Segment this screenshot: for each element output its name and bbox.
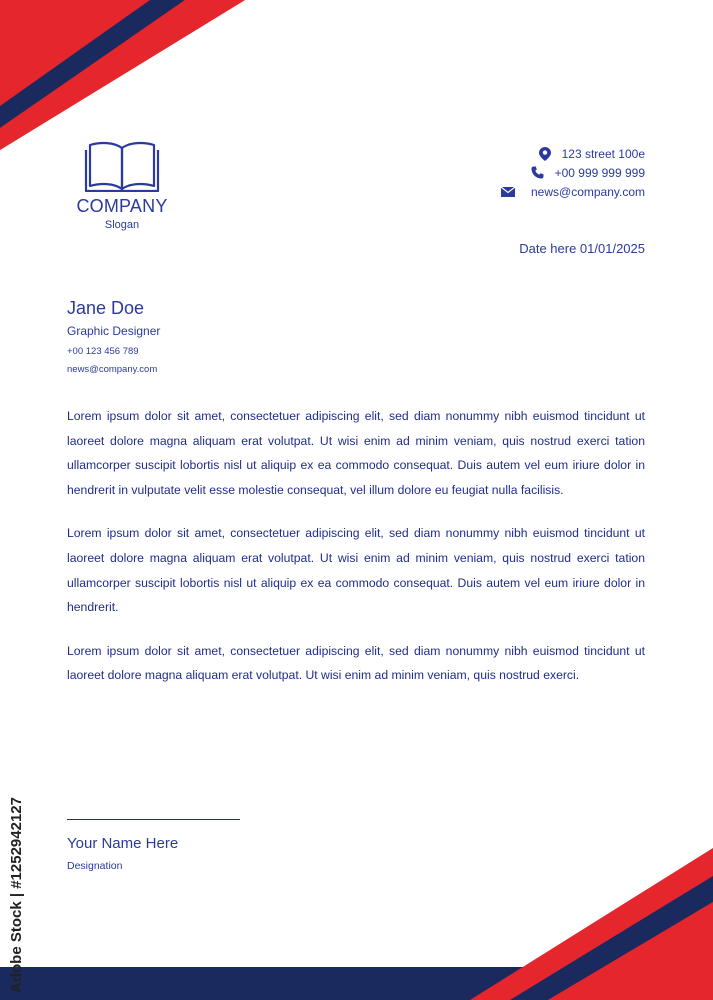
contact-phone-row <box>501 163 645 182</box>
sender-phone: +00 123 456 789 <box>67 346 139 357</box>
contact-address-row <box>501 144 645 163</box>
company-name: COMPANY <box>76 196 168 216</box>
body-paragraph: Lorem ipsum dolor sit amet, consectetuer adipiscing elit, sed diam nonummy nibh euismod tincidunt ut laoreet dolore magna aliquam erat volutpat. Ut wisi enim ad minim veniam, quis nostrud exerci tation ullamcorper suscipit lobortis nisl ut aliquip ex ea commodo consequat. Duis autem vel eum iriure dolor in hendrerit. <box>67 526 645 615</box>
contact-phone: +00 999 999 999 <box>554 165 645 180</box>
body-paragraph: Lorem ipsum dolor sit amet, consectetuer adipiscing elit, sed diam nonummy nibh euismod tincidunt ut laoreet dolore magna aliquam erat volutpat. Ut wisi enim ad minim veniam, quis nostrud exerci. <box>67 643 645 683</box>
contact-address: 123 street 100e <box>561 146 645 161</box>
phone-icon <box>531 166 545 180</box>
contact-email-row <box>501 182 645 201</box>
sender-title: Graphic Designer <box>67 324 161 338</box>
top-left-decoration <box>0 0 260 160</box>
sender-name: Jane Doe <box>67 298 145 318</box>
vertical-watermark: Adobe Stock | #1252942127 <box>8 797 25 993</box>
letter-date: Date here 01/01/2025 <box>519 241 645 256</box>
location-pin-icon <box>538 147 552 161</box>
envelope-icon <box>501 185 515 199</box>
letter-body <box>67 404 645 707</box>
sender-block <box>67 298 160 375</box>
contact-email: news@company.com <box>531 184 645 199</box>
body-paragraph: Lorem ipsum dolor sit amet, consectetuer adipiscing elit, sed diam nonummy nibh euismod tincidunt ut laoreet dolore magna aliquam erat volutpat. Ut wisi enim ad minim veniam, quis nostrud exerci tation ullamcorper suscipit lobortis nisl ut aliquip ex ea commodo consequat. Duis autem vel eum iriure dolor in hendrerit in vulputate velit esse molestie consequat, vel illum dolore eu feugiat nulla facilisis. <box>67 409 645 497</box>
signature-designation: Designation <box>67 860 123 872</box>
company-slogan: Slogan <box>104 219 140 231</box>
contact-info <box>501 144 645 201</box>
open-book-icon <box>84 140 160 192</box>
company-logo <box>70 140 174 231</box>
signature-name: Your Name Here <box>67 835 179 852</box>
signature-line <box>67 819 240 820</box>
sender-email: news@company.com <box>67 364 158 375</box>
